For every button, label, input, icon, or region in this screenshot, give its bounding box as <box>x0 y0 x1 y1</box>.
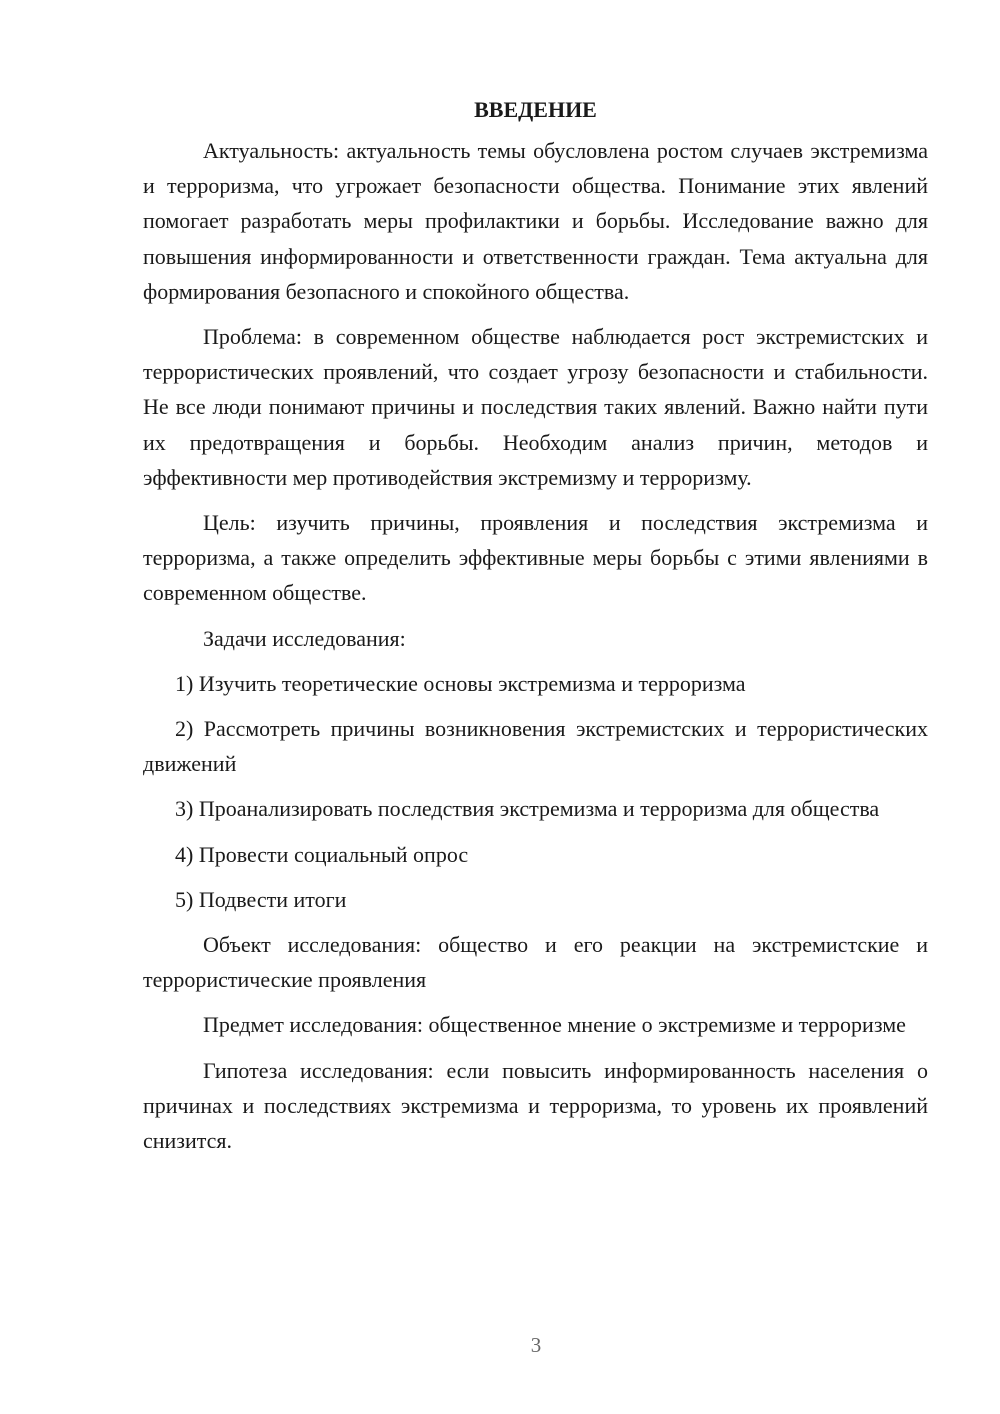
goal-paragraph: Цель: изучить причины, проявления и последствия экстремизма и терроризма, а также определить эффективные меры борьбы с этими явлениями в современном обществе. <box>143 510 928 606</box>
list-item: 3) Проанализировать последствия экстремизма и терроризма для общества <box>175 796 880 822</box>
problem-paragraph: Проблема: в современном обществе наблюдается рост экстремистских и террористических проявлений, что создает угрозу безопасности и стабильности. Не все люди понимают причины и последствия таких явлений. Важно найти пути их предотвращения и борьбы. Необходим анализ причин, методов и эффективности мер противодействия экстремизму и терроризму. <box>143 324 928 490</box>
page-number: 3 <box>530 1333 542 1357</box>
tasks-list <box>143 666 928 917</box>
object-paragraph: Объект исследования: общество и его реакции на экстремистские и террористические проявления <box>143 932 928 993</box>
document-page <box>143 92 928 1158</box>
page-title: ВВЕДЕНИЕ <box>474 97 597 122</box>
list-item: 4) Провести социальный опрос <box>175 841 469 867</box>
list-item: 5) Подвести итоги <box>175 886 347 912</box>
tasks-heading: Задачи исследования: <box>203 625 406 651</box>
list-item: 2) Рассмотреть причины возникновения экстремистских и террористических движений <box>143 716 928 777</box>
relevance-paragraph: Актуальность: актуальность темы обусловлена ростом случаев экстремизма и терроризма, что угрожает безопасности общества. Понимание этих явлений помогает разработать меры профилактики и борьбы. Исследование важно для повышения информированности и ответственности граждан. Тема актуальна для формирования безопасного и спокойного общества. <box>143 138 928 304</box>
hypothesis-paragraph: Гипотеза исследования: если повысить информированность населения о причинах и последствиях экстремизма и терроризма, то уровень их проявлений снизится. <box>143 1057 928 1154</box>
list-item: 1) Изучить теоретические основы экстремизма и терроризма <box>175 670 746 696</box>
subject-paragraph: Предмет исследования: общественное мнение о экстремизме и терроризме <box>203 1012 906 1038</box>
